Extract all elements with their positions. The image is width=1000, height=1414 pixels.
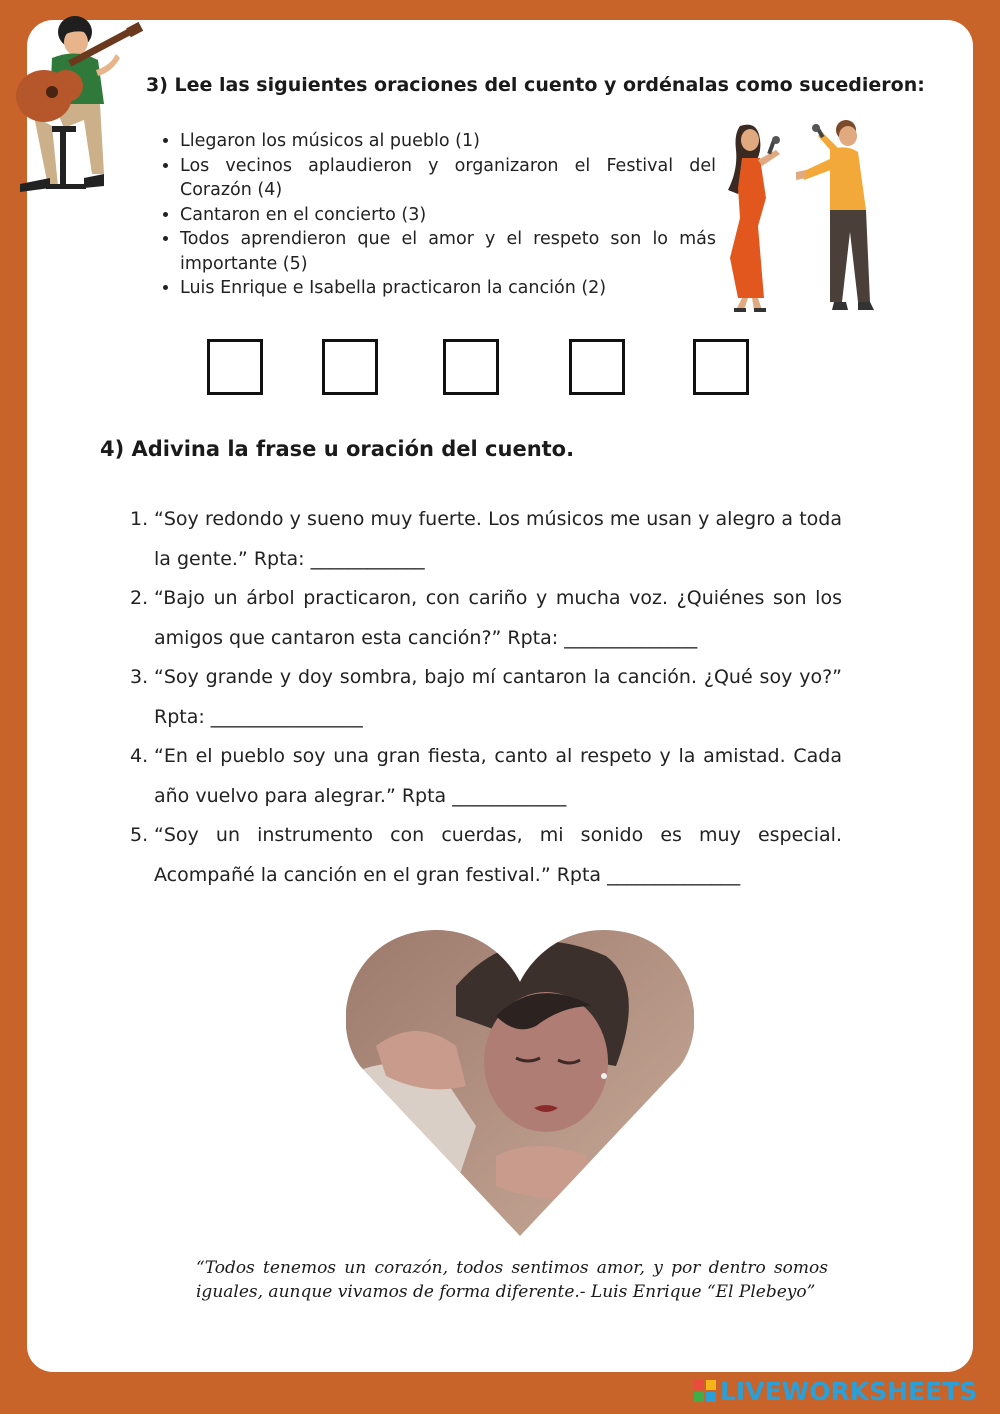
answer-box-4[interactable] xyxy=(569,339,625,395)
list-item: • Luis Enrique e Isabella practicaron la canción (2) xyxy=(180,276,716,301)
liveworksheets-logo[interactable] xyxy=(694,1378,977,1404)
singing-couple-illustration xyxy=(712,118,884,316)
riddle-text: “En el pueblo soy una gran fiesta, canto al respeto y la amistad. Cada año vuelvo para alegrar.” Rpta ____________ xyxy=(154,745,842,807)
guitar-player-illustration xyxy=(4,8,148,194)
brand-name: LIVEWORKSHEETS xyxy=(720,1376,978,1406)
answer-box-5[interactable] xyxy=(693,339,749,395)
closing-quote: “Todos tenemos un corazón, todos sentimos amor, y por dentro somos iguales, aunque vivamos de forma diferente.- Luis Enrique “El Plebeyo” xyxy=(196,1258,828,1302)
riddle-number: 2. xyxy=(130,587,149,609)
heart-embrace-illustration xyxy=(346,926,694,1238)
answer-box-1[interactable] xyxy=(207,339,263,395)
answer-box-3[interactable] xyxy=(443,339,499,395)
riddle-text: “Soy grande y doy sombra, bajo mí cantaron la canción. ¿Qué soy yo?” Rpta: ________________ xyxy=(154,666,842,728)
riddle-number: 5. xyxy=(130,824,149,846)
section3-sentence-list xyxy=(152,129,716,301)
riddle-item xyxy=(130,579,842,658)
riddle-text: “Soy un instrumento con cuerdas, mi sonido es muy especial. Acompañé la canción en el gran festival.” Rpta ______________ xyxy=(154,824,842,886)
riddle-number: 1. xyxy=(130,508,149,530)
riddle-list xyxy=(130,500,842,895)
riddle-number: 3. xyxy=(130,666,149,688)
logo-blocks-icon xyxy=(694,1380,716,1402)
riddle-item xyxy=(130,500,842,579)
answer-box-2[interactable] xyxy=(322,339,378,395)
riddle-text: “Soy redondo y sueno muy fuerte. Los músicos me usan y alegro a toda la gente.” Rpta: ____________ xyxy=(154,508,842,570)
riddle-item xyxy=(130,737,842,816)
list-item: • Llegaron los músicos al pueblo (1) xyxy=(180,129,716,154)
list-item: • Todos aprendieron que el amor y el respeto son lo más importante (5) xyxy=(180,227,716,276)
list-item: • Los vecinos aplaudieron y organizaron el Festival del Corazón (4) xyxy=(180,154,716,203)
riddle-item xyxy=(130,658,842,737)
section3-title: 3) Lee las siguientes oraciones del cuento y ordénalas como sucedieron: xyxy=(146,74,925,96)
riddle-number: 4. xyxy=(130,745,149,767)
list-item: • Cantaron en el concierto (3) xyxy=(180,203,716,228)
riddle-text: “Bajo un árbol practicaron, con cariño y mucha voz. ¿Quiénes son los amigos que cantaron esta canción?” Rpta: ______________ xyxy=(154,587,842,649)
riddle-item xyxy=(130,816,842,895)
section4-title: 4) Adivina la frase u oración del cuento. xyxy=(100,437,575,461)
